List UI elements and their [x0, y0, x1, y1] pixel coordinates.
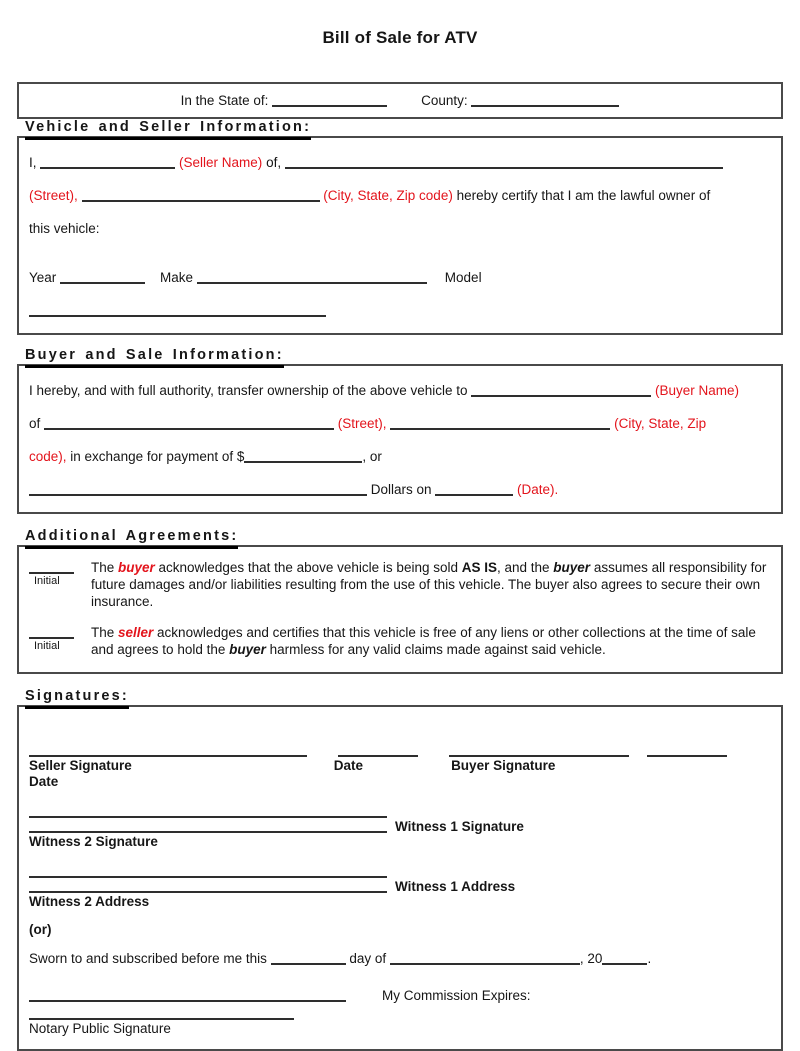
vehicle-seller-heading: Vehicle and Seller Information:	[25, 119, 783, 137]
text-run: code),	[29, 449, 67, 464]
section-buyer-sale	[17, 347, 783, 514]
buyer-clause	[29, 559, 771, 610]
text-run: buyer	[118, 560, 155, 575]
notary-signature-label	[29, 1021, 771, 1037]
text-run: (Buyer Name)	[655, 383, 740, 398]
text-run: Date	[333, 758, 364, 773]
text-run: , or	[362, 449, 382, 464]
blank-line[interactable]	[29, 744, 307, 757]
vehicle-seller-box	[17, 136, 783, 335]
text-run: Witness 1 Address	[395, 879, 516, 894]
spacer	[387, 890, 395, 891]
text-run: in exchange for payment of $	[66, 449, 245, 464]
initial-label: Initial	[34, 575, 60, 587]
notary-signature-blank	[29, 1006, 771, 1021]
witness2-signature-label	[29, 834, 771, 850]
text-run: , 20	[579, 951, 603, 966]
blank-line[interactable]	[272, 94, 387, 107]
spacer	[387, 104, 421, 105]
text-run: Dollars on	[367, 482, 436, 497]
blank-line[interactable]	[29, 304, 326, 317]
spacer	[307, 754, 338, 755]
blank-line[interactable]	[29, 805, 387, 818]
text-run: acknowledges that the above vehicle is being sold	[154, 560, 462, 575]
signature-blanks-row	[29, 743, 771, 758]
text-run: (or)	[29, 922, 52, 937]
blank-line[interactable]	[29, 865, 387, 878]
section-vehicle-seller	[17, 119, 783, 335]
blank-line[interactable]	[244, 450, 362, 463]
blank-line[interactable]	[44, 417, 334, 430]
witness1-address-line	[29, 879, 771, 894]
witness2-address-label	[29, 894, 771, 910]
blank-line[interactable]	[471, 94, 619, 107]
text-run: assumes all responsibility for future damages and/or liabilities resulting from the use of this vehicle. The buyer also agrees to secure their own insurance.	[91, 560, 767, 609]
initial-field-seller	[29, 624, 79, 658]
text-run: AS IS	[461, 560, 497, 575]
blank-line[interactable]	[338, 744, 418, 757]
spacer	[418, 754, 449, 755]
text-run: I hereby, and with full authority, transfer ownership of the above vehicle to	[29, 383, 472, 398]
seller-clause	[29, 624, 771, 658]
initial-label: Initial	[34, 640, 60, 652]
text-run: Witness 2 Address	[29, 894, 150, 909]
spacer	[346, 999, 382, 1000]
text-run: buyer	[553, 560, 591, 575]
year-make-model-line	[29, 269, 771, 286]
seller-clause-text	[91, 624, 771, 658]
section-additional-agreements	[17, 528, 783, 674]
buyer-clause-text	[91, 559, 771, 610]
text-run: My Commission Expires:	[382, 988, 531, 1003]
initial-blank-line[interactable]	[29, 559, 74, 574]
state-county-box	[17, 82, 783, 119]
spacer	[363, 769, 451, 770]
blank-line[interactable]	[29, 880, 387, 893]
payment-amount-line	[29, 448, 771, 465]
blank-line[interactable]	[435, 483, 513, 496]
buyer-name-line	[29, 382, 771, 399]
seller-street-city-line	[29, 187, 771, 204]
initial-blank-line[interactable]	[29, 624, 74, 639]
text-run: Make	[160, 270, 197, 285]
blank-line[interactable]	[390, 417, 610, 430]
text-run: I,	[29, 155, 41, 170]
text-run: harmless for any valid claims made against said vehicle.	[265, 642, 606, 657]
text-run: day of	[345, 951, 390, 966]
blank-line[interactable]	[82, 189, 320, 202]
text-run: (City, State, Zip	[614, 416, 707, 431]
text-run: Buyer Signature	[451, 758, 556, 773]
text-run: Witness 1 Signature	[395, 819, 524, 834]
text-run: (Street),	[337, 416, 387, 431]
text-run: Year	[29, 270, 61, 285]
spacer	[145, 281, 160, 282]
text-run: seller	[118, 625, 154, 640]
spacer	[427, 281, 445, 282]
commission-expires-line	[29, 987, 771, 1004]
text-run: Witness 2 Signature	[29, 834, 158, 849]
text-run: (Street),	[29, 188, 82, 203]
blank-line[interactable]	[285, 156, 723, 169]
text-run: In the State of:	[180, 93, 273, 108]
text-run: this vehicle:	[29, 221, 100, 236]
spacer	[629, 754, 647, 755]
additional-agreements-box	[17, 545, 783, 674]
blank-line[interactable]	[647, 744, 727, 757]
signatures-box	[17, 705, 783, 1051]
model-blank-line	[29, 302, 771, 319]
spacer	[387, 830, 395, 831]
text-run: Sworn to and subscribed before me this	[29, 951, 271, 966]
seller-name-line	[29, 154, 771, 171]
text-run: Date	[29, 774, 59, 789]
blank-line[interactable]	[60, 271, 145, 284]
text-run: buyer	[229, 642, 266, 657]
text-run: .	[647, 951, 652, 966]
page-title: Bill of Sale for ATV	[322, 28, 478, 47]
blank-line[interactable]	[271, 952, 346, 965]
blank-line[interactable]	[602, 952, 647, 965]
text-run: (Date).	[517, 482, 559, 497]
text-run: (City, State, Zip code)	[323, 188, 453, 203]
blank-line[interactable]	[40, 156, 175, 169]
blank-line[interactable]	[449, 744, 629, 757]
this-vehicle-label-line	[29, 220, 771, 237]
witness2-address-blank	[29, 864, 771, 879]
signature-labels-row	[29, 758, 771, 774]
blank-line[interactable]	[29, 1007, 294, 1020]
text-run: Model	[444, 270, 482, 285]
text-run: Notary Public Signature	[29, 1021, 171, 1036]
text-run: Seller Signature	[29, 758, 132, 773]
text-run: of,	[262, 155, 285, 170]
text-run: hereby certify that I am the lawful owner of	[452, 188, 711, 203]
text-run: The	[91, 625, 119, 640]
buyer-sale-box	[17, 364, 783, 514]
witness-address-block	[29, 864, 771, 910]
text-run: , and the	[497, 560, 554, 575]
blank-line[interactable]	[390, 952, 580, 965]
text-run: (Seller Name)	[179, 155, 263, 170]
state-county-line	[181, 92, 620, 109]
text-run: of	[29, 416, 45, 431]
text-run: County:	[421, 93, 472, 108]
spacer	[132, 769, 334, 770]
sworn-statement-line	[29, 950, 771, 967]
blank-line[interactable]	[29, 483, 367, 496]
dollars-date-line	[29, 481, 771, 498]
witness-signature-block	[29, 804, 771, 850]
blank-line[interactable]	[197, 271, 427, 284]
signatures-heading: Signatures:	[25, 688, 783, 706]
witness1-signature-line	[29, 819, 771, 834]
text-run: The	[91, 560, 119, 575]
witness2-signature-blank	[29, 804, 771, 819]
or-label	[29, 922, 771, 938]
initial-field-buyer	[29, 559, 79, 610]
text-run: acknowledges and certifies that this vehicle is free of any liens or other collections at the time of sale and agrees to hold the	[91, 625, 756, 657]
buyer-street-city-line	[29, 415, 771, 432]
date-label-line	[29, 774, 771, 790]
blank-line[interactable]	[29, 820, 387, 833]
blank-line[interactable]	[471, 384, 651, 397]
blank-line[interactable]	[29, 989, 346, 1002]
additional-agreements-heading: Additional Agreements:	[25, 528, 783, 546]
section-signatures	[17, 688, 783, 1051]
buyer-sale-heading: Buyer and Sale Information:	[25, 347, 783, 365]
